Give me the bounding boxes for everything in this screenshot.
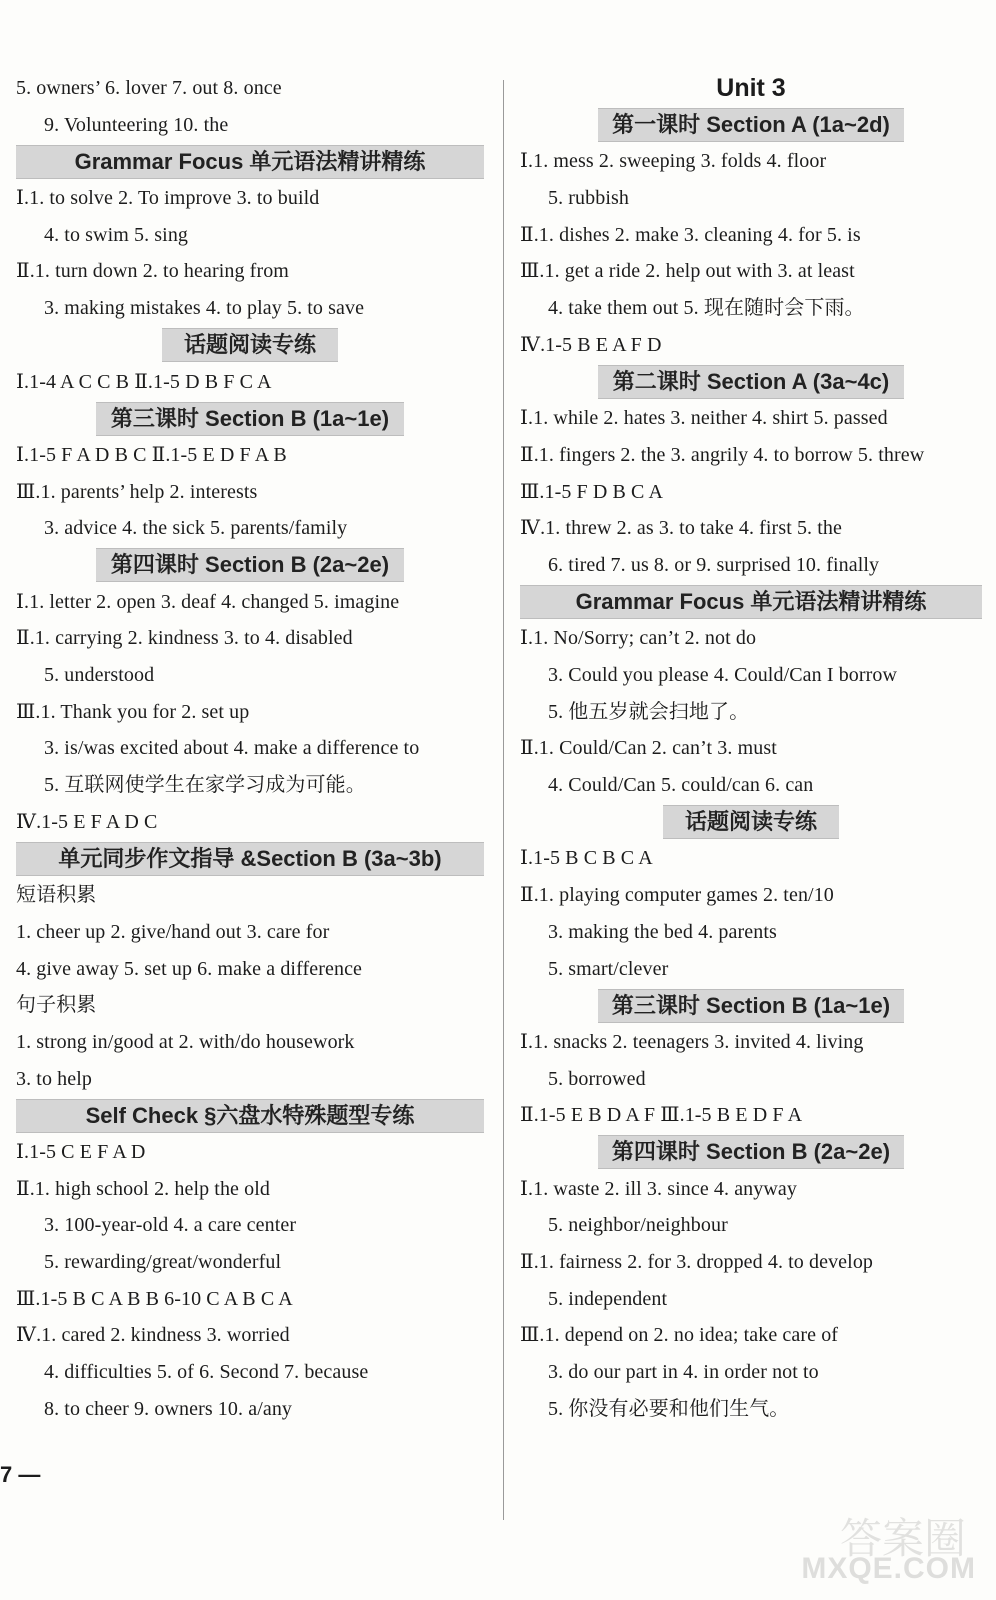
answer-line: Ⅱ.1. fairness 2. for 3. dropped 4. to develop (520, 1251, 874, 1273)
answer-line: Ⅲ.1. parents’ help 2. interests (16, 480, 258, 503)
section-header (16, 547, 484, 584)
section-header-label: 第三课时 Section B (1a~1e) (96, 402, 405, 436)
answer-line: 3. to help (16, 1067, 92, 1090)
answer-line: Ⅲ.1. Thank you for 2. set up (16, 700, 250, 723)
answer-line: 3. do our part in 4. in order not to (548, 1361, 819, 1384)
watermark-bottom-text: MXQE.COM (801, 1552, 976, 1585)
answer-line: 1. strong in/good at 2. with/do housework (16, 1030, 355, 1053)
answer-line: 4. take them out 5. 现在随时会下雨。 (548, 297, 865, 320)
section-header-label: Self Check §六盘水特殊题型专练 (16, 1099, 484, 1133)
answer-line: 3. 100-year-old 4. a care center (44, 1214, 297, 1237)
section-header (16, 1097, 484, 1134)
section-header (520, 804, 982, 841)
right-column (520, 70, 982, 1427)
answer-line: Ⅰ.1. snacks 2. teenagers 3. invited 4. living (520, 1030, 864, 1053)
answer-line: 3. making mistakes 4. to play 5. to save (44, 297, 365, 320)
answer-line: Ⅳ.1-5 E F A D C (16, 810, 158, 833)
answer-line: 5. borrowed (548, 1067, 646, 1090)
answer-line: Ⅱ.1. Could/Can 2. can’t 3. must (520, 737, 777, 760)
answer-line: Ⅱ.1. high school 2. help the old (16, 1177, 270, 1200)
page-number: 7 — (0, 1462, 41, 1487)
answer-line: Ⅱ.1. turn down 2. to hearing from (16, 260, 289, 283)
section-header (16, 840, 484, 877)
answer-line: 3. advice 4. the sick 5. parents/family (44, 517, 348, 540)
watermark-top-text: 答案圈 (839, 1514, 966, 1563)
answer-line: 5. understood (44, 664, 155, 686)
section-header-label: 单元同步作文指导 &Section B (3a~3b) (16, 842, 484, 876)
answer-line: Ⅰ.1. while 2. hates 3. neither 4. shirt 5. passed (520, 407, 888, 430)
answer-line: Ⅲ.1-5 B C A B B 6-10 C A B C A (16, 1287, 293, 1310)
answer-line: 1. cheer up 2. give/hand out 3. care for (16, 920, 330, 943)
answer-line: Ⅳ.1. threw 2. as 3. to take 4. first 5. the (520, 517, 842, 540)
section-header (520, 1134, 982, 1171)
answer-line: 6. tired 7. us 8. or 9. surprised 10. finally (548, 553, 880, 576)
section-header-label: 第二课时 Section A (3a~4c) (598, 365, 903, 399)
answer-line: Ⅰ.1. letter 2. open 3. deaf 4. changed 5. imagine (16, 590, 400, 613)
section-header (16, 143, 484, 180)
answer-line: Ⅲ.1-5 F D B C A (520, 480, 664, 503)
section-header (16, 327, 484, 364)
answer-line: Ⅱ.1. dishes 2. make 3. cleaning 4. for 5. is (520, 223, 861, 246)
section-header-label: 第四课时 Section B (2a~2e) (96, 548, 405, 582)
watermark-logo (796, 1506, 976, 1586)
answer-line: 句子积累 (16, 994, 97, 1017)
section-header-label: 第四课时 Section B (2a~2e) (598, 1135, 904, 1169)
answer-line: Ⅱ.1. fingers 2. the 3. angrily 4. to borrow 5. threw (520, 443, 925, 466)
section-header (520, 364, 982, 401)
answer-line: 5. 互联网使学生在家学习成为可能。 (44, 774, 366, 797)
answer-line: 3. making the bed 4. parents (548, 920, 777, 943)
section-header-label: 第一课时 Section A (1a~2d) (598, 108, 904, 142)
answer-line: 4. give away 5. set up 6. make a difference (16, 957, 363, 980)
answer-line: 短语积累 (16, 884, 97, 907)
answer-line: Ⅰ.1-4 A C C B Ⅱ.1-5 D B F C A (16, 370, 272, 393)
left-column (16, 70, 484, 1427)
answer-line: Ⅲ.1. get a ride 2. help out with 3. at least (520, 260, 855, 283)
answer-line: 5. owners’ 6. lover 7. out 8. once (16, 77, 282, 99)
section-header-label: Grammar Focus 单元语法精讲精练 (16, 145, 484, 179)
answer-line: 9. Volunteering 10. the (44, 113, 229, 136)
section-header-label: 话题阅读专练 (162, 328, 338, 362)
section-header (520, 987, 982, 1024)
answer-line: 8. to cheer 9. owners 10. a/any (44, 1397, 293, 1420)
answer-line: Ⅰ.1. to solve 2. To improve 3. to build (16, 187, 320, 210)
answer-line: 5. rubbish (548, 187, 629, 210)
answer-line: Ⅰ.1. waste 2. ill 3. since 4. anyway (520, 1177, 797, 1200)
answer-line: 4. to swim 5. sing (44, 223, 189, 246)
column-divider (503, 80, 504, 1520)
answer-line: 3. Could you please 4. Could/Can I borrow (548, 664, 898, 686)
answer-line: Ⅳ.1-5 B E A F D (520, 333, 662, 356)
answer-line: Ⅰ.1-5 C E F A D (16, 1140, 146, 1163)
answer-line: Ⅰ.1. mess 2. sweeping 3. folds 4. floor (520, 150, 827, 173)
answer-line: 5. smart/clever (548, 957, 669, 980)
section-header-label: 话题阅读专练 (663, 805, 839, 839)
answer-line: Ⅰ.1. No/Sorry; can’t 2. not do (520, 627, 757, 650)
answer-line: 5. rewarding/great/wonderful (44, 1251, 282, 1273)
answer-line: Ⅲ.1. depend on 2. no idea; take care of (520, 1324, 839, 1347)
answer-line: Ⅱ.1. carrying 2. kindness 3. to 4. disabled (16, 627, 353, 650)
answer-line: Ⅰ.1-5 F A D B C Ⅱ.1-5 E D F A B (16, 443, 287, 466)
section-header (520, 584, 982, 621)
answer-line: Ⅳ.1. cared 2. kindness 3. worried (16, 1324, 290, 1347)
answer-line: 5. 他五岁就会扫地了。 (548, 700, 750, 723)
answer-line: 5. neighbor/neighbour (548, 1214, 728, 1237)
answer-line: Ⅰ.1-5 B C B C A (520, 847, 653, 870)
answer-line: Ⅱ.1-5 E B D A F Ⅲ.1-5 B E D F A (520, 1104, 803, 1127)
section-header (16, 400, 484, 437)
section-header (520, 107, 982, 144)
answer-line: 4. Could/Can 5. could/can 6. can (548, 774, 814, 797)
section-header-label: 第三课时 Section B (1a~1e) (598, 989, 904, 1023)
answer-line: 5. independent (548, 1287, 668, 1310)
section-header-label: Grammar Focus 单元语法精讲精练 (520, 585, 982, 619)
answer-line: 4. difficulties 5. of 6. Second 7. because (44, 1361, 369, 1384)
answer-line: Ⅱ.1. playing computer games 2. ten/10 (520, 884, 834, 907)
answer-line: 3. is/was excited about 4. make a difference to (44, 737, 420, 760)
unit-title: Unit 3 (716, 74, 786, 102)
answer-line: 5. 你没有必要和他们生气。 (548, 1397, 790, 1420)
